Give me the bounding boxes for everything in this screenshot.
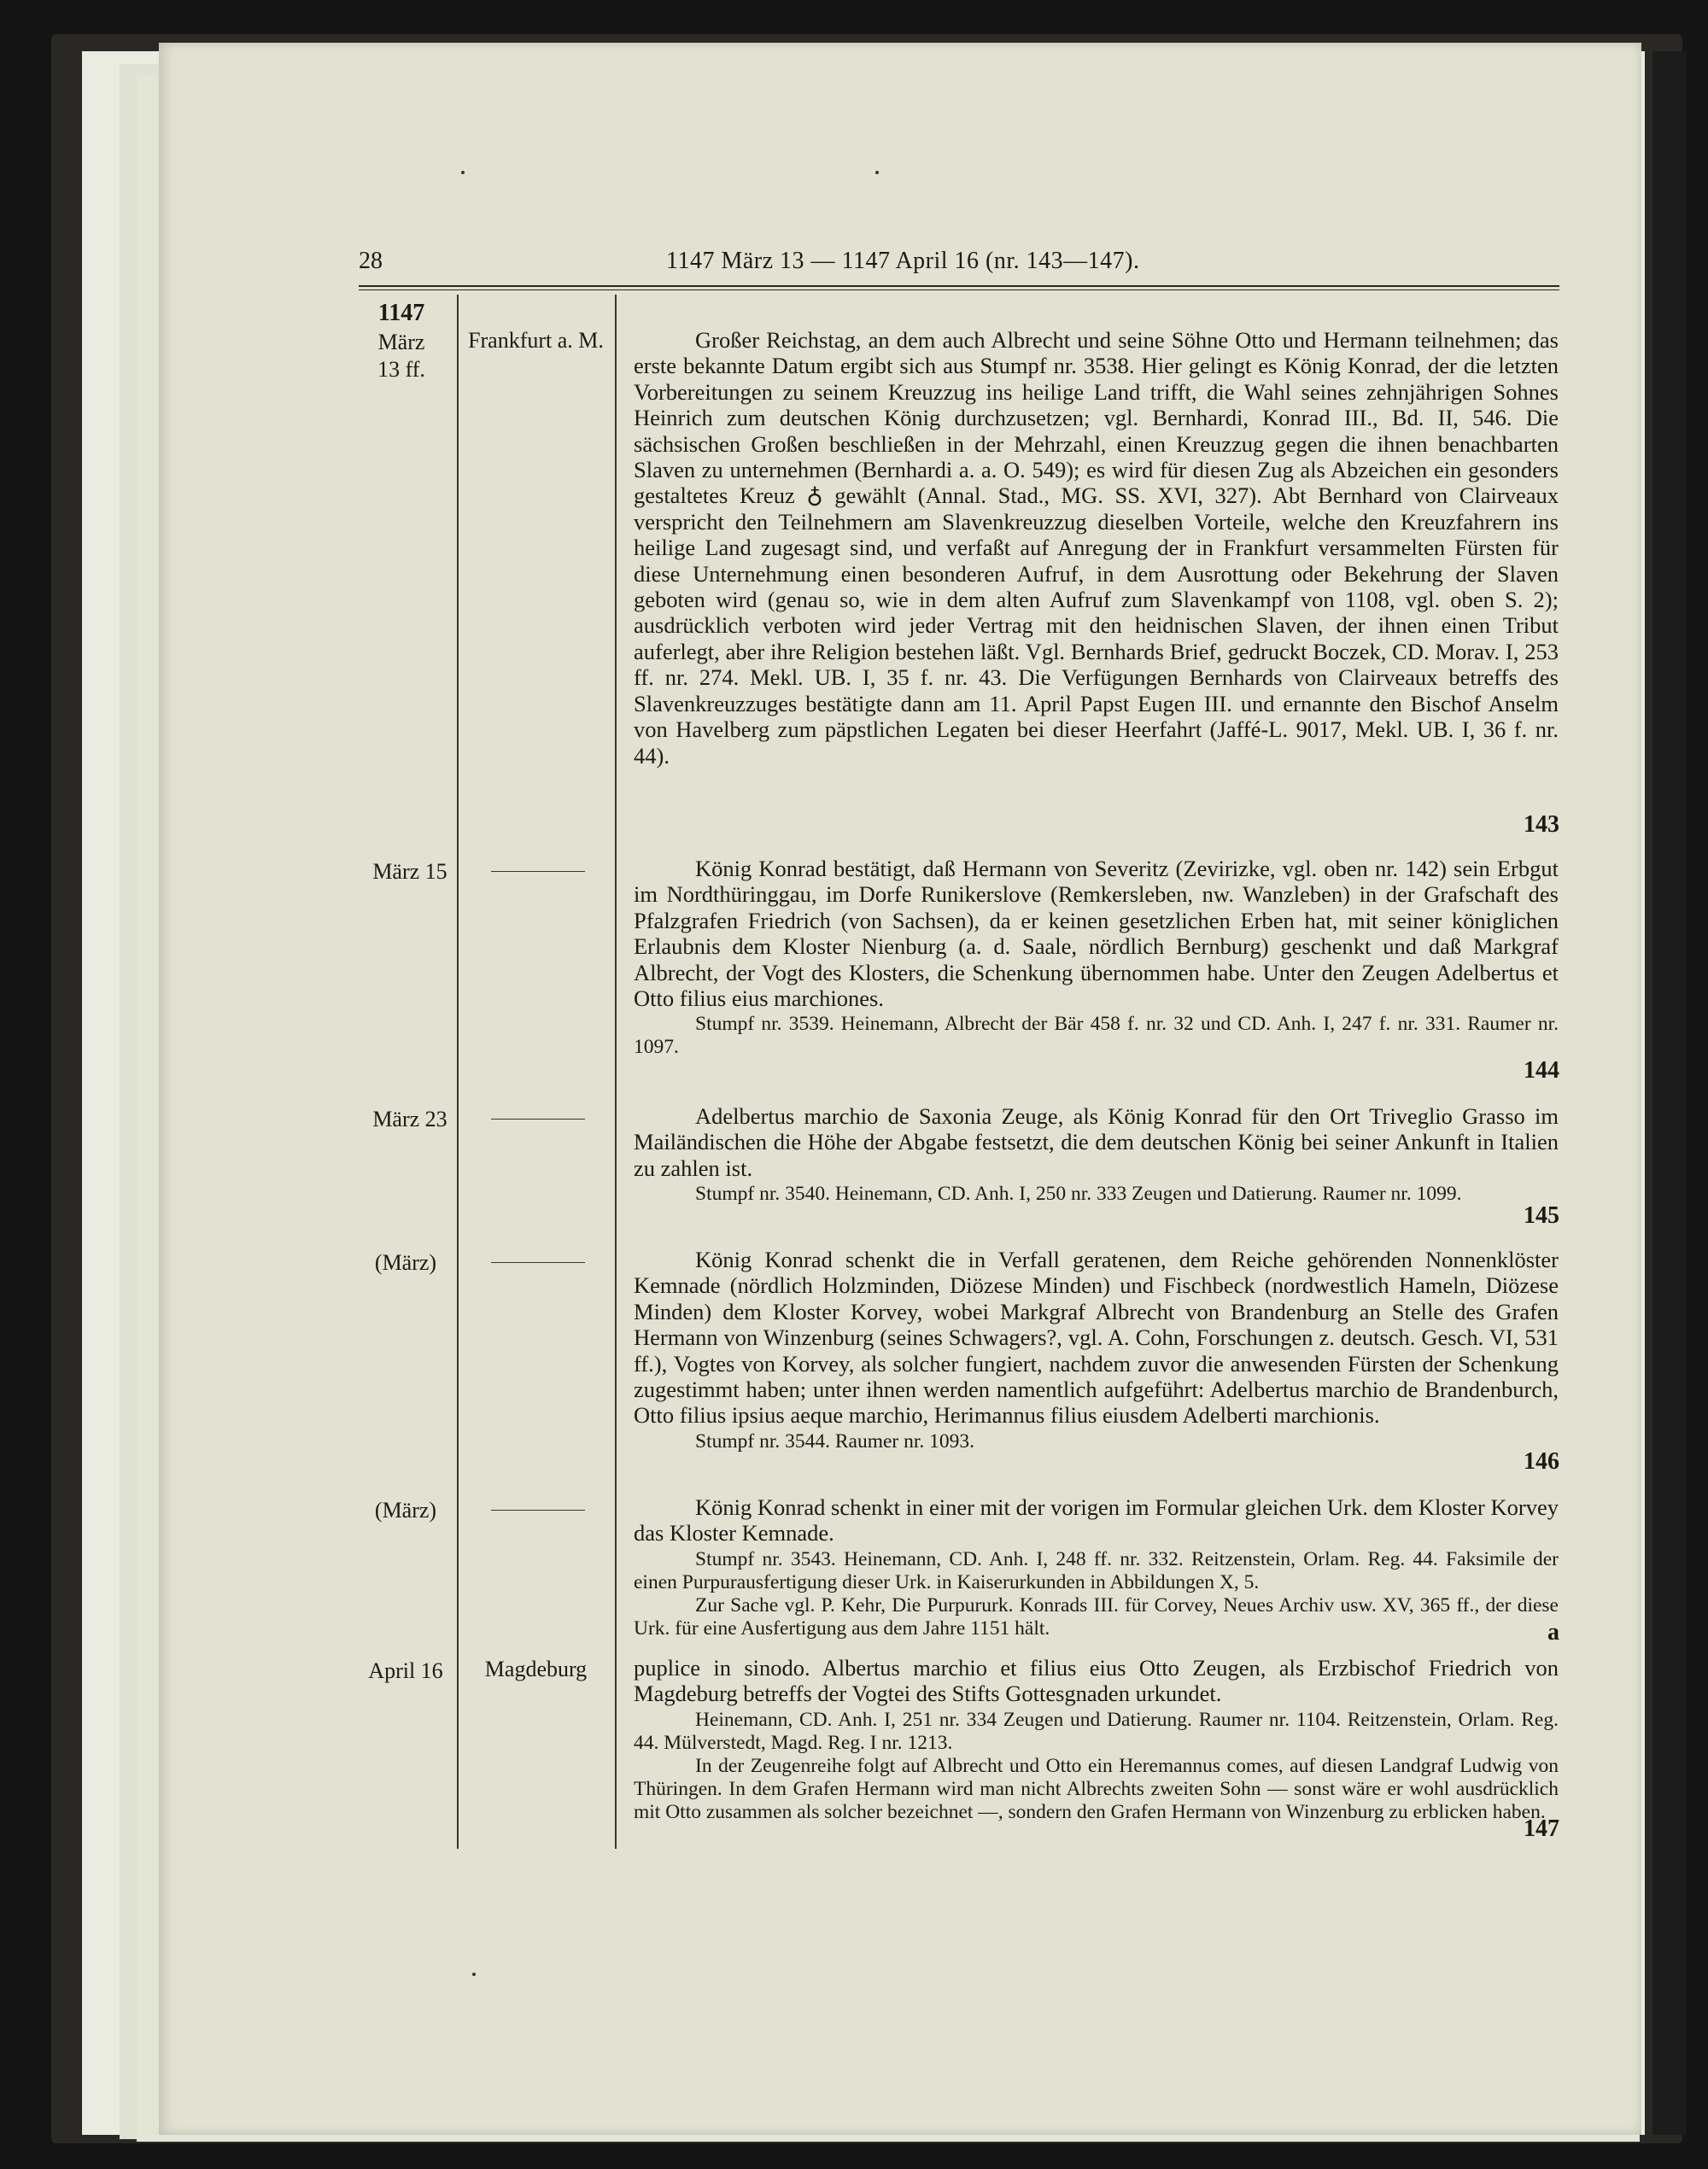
entry-note: Stumpf nr. 3540. Heinemann, CD. Anh. I, 250 nr. 333 Zeugen und Datierung. Raumer nr. 1099.: [695, 1183, 1462, 1206]
entry-note: In der Zeugenreihe folgt auf Albrecht und Otto ein Heremannus comes, auf diesen Landgraf Ludwig von Thüringen. In dem Grafen Hermann wird man nicht Albrechts zweiten Sohn — sonst wäre er wohl ausdrücklich mit Otto zusammen als solcher bezeichnet —, sondern den Grafen Hermann von Winzenburg zu erblicken haben.: [634, 1754, 1559, 1823]
entry-paragraph: Adelbertus marchio de Saxonia Zeuge, als König Konrad für den Ort Triveglio Grasso im Mailändischen die Höhe der Abgabe festsetzt, die dem deutschen König bei seiner Ankunft in Italien zu zahlen ist.: [634, 1103, 1559, 1181]
entry-note: Heinemann, CD. Anh. I, 251 nr. 334 Zeugen und Datierung. Raumer nr. 1104. Reitzenstein, Orlam. Reg. 44. Mülverstedt, Magd. Reg. I nr. 1213.: [634, 1708, 1559, 1754]
entry-text: [634, 1247, 1559, 1453]
ditto-dash: [491, 871, 585, 872]
entry-number: a: [1547, 1619, 1559, 1646]
book-spine: [1652, 51, 1687, 2135]
entry-number: 143: [1524, 811, 1559, 838]
entry-paragraph: puplice in sinodo. Albertus marchio et filius eius Otto Zeugen, als Erzbischof Friedrich von Magdeburg betreffs der Vogtei des Stifts Gottesgnaden urkundet.: [634, 1655, 1559, 1707]
paper-speck: [472, 1973, 476, 1976]
entry-date: März: [377, 330, 425, 354]
entry-text: [634, 327, 1559, 769]
entry-paragraph: König Konrad schenkt die in Verfall geratenen, dem Reiche gehörenden Nonnenklöster Kemnade (nördlich Holzminden, Diözese Minden) und Fischbeck (nordwestlich Hameln, Diözese Minden) dem Kloster Korvey, wobei Markgraf Albrecht von Brandenburg an Stelle des Grafen Hermann von Winzenburg (seines Schwagers?, vgl. A. Cohn, Forschungen z. deutsch. Gesch. VI, 531 ff.), Vogtes von Korvey, als solcher fungiert, nachdem zuvor die anwesenden Fürsten der Schenkung zugestimmt haben; unter ihnen werden namentlich aufgeführt: Adelbertus marchio de Brandenburch, Otto filius ipsius aeque marchio, Herimannus filius eiusdem Adelberti marchionis.: [634, 1247, 1559, 1429]
column-divider: [615, 295, 617, 1849]
entry-paragraph: König Konrad schenkt in einer mit der vorigen im Formular gleichen Urk. dem Kloster Korvey das Kloster Kemnade.: [634, 1494, 1559, 1546]
entry-place: Magdeburg: [484, 1657, 588, 1681]
paper-speck: [461, 171, 465, 174]
entry-text: [634, 1655, 1559, 1824]
entry-number: 146: [1524, 1448, 1559, 1475]
entry-note: Zur Sache vgl. P. Kehr, Die Purpururk. Konrads III. für Corvey, Neues Archiv usw. XV, 365 ff., der diese Urk. für eine Ausfertigung aus dem Jahre 1151 hält.: [634, 1593, 1559, 1640]
entry-date: 13 ff.: [377, 357, 425, 382]
entry-number: 147: [1524, 1815, 1559, 1842]
paper-speck: [875, 171, 879, 174]
entry-date: März 15: [372, 859, 447, 884]
entry-note: Stumpf nr. 3539. Heinemann, Albrecht der Bär 458 f. nr. 32 und CD. Anh. I, 247 f. nr. 331. Raumer nr. 1097.: [634, 1013, 1559, 1059]
entry-text: [634, 856, 1559, 1059]
entry-note: Stumpf nr. 3543. Heinemann, CD. Anh. I, 248 ff. nr. 332. Reitzenstein, Orlam. Reg. 44. Faksimile der einen Purpurausfertigung dieser Urk. in Kaiserurkunden in Abbildungen X, 5.: [634, 1547, 1559, 1593]
entry-number: 145: [1524, 1202, 1559, 1229]
entry-date: (März): [374, 1250, 437, 1275]
entry-date: April 16: [368, 1658, 443, 1683]
entry-place: Frankfurt a. M.: [468, 328, 604, 353]
entry-date: (März): [374, 1498, 437, 1523]
entry-text: [634, 1494, 1559, 1640]
running-head: 1147 März 13 — 1147 April 16 (nr. 143—147).: [666, 248, 1140, 274]
entry-text: [634, 1103, 1559, 1206]
ditto-dash: [491, 1510, 585, 1511]
column-divider: [457, 295, 459, 1849]
entry-date: März 23: [372, 1107, 447, 1131]
entry-note: Stumpf nr. 3544. Raumer nr. 1093.: [695, 1429, 975, 1453]
page-number: 28: [359, 248, 383, 274]
header-rule: [359, 285, 1559, 287]
entry-paragraph: König Konrad bestätigt, daß Hermann von Severitz (Zevirizke, vgl. oben nr. 142) sein Erbgut im Nordthüringgau, im Dorfe Runikerslove (Remkersleben, nw. Wanzleben) in der Grafschaft des Pfalzgrafen Friedrich (von Sachsen), da er keinen gesetzlichen Erben hat, mit seiner königlichen Erlaubnis dem Kloster Nienburg (a. d. Saale, nördlich Bernburg) geschenkt und daß Markgraf Albrecht, der Vogt des Klosters, die Schenkung übernommen habe. Unter den Zeugen Adelbertus et Otto filius eius marchiones.: [634, 856, 1559, 1012]
entry-paragraph: Großer Reichstag, an dem auch Albrecht und seine Söhne Otto und Hermann teilnehmen; das erste bekannte Datum ergibt sich aus Stumpf nr. 3538. Hier gelingt es König Konrad, der die letzten Vorbereitungen zu seinem Kreuzzug ins heilige Land trifft, die Wahl seines zehnjährigen Sohnes Heinrich zum deutschen König durchzusetzen; vgl. Bernhardi, Konrad III., Bd. II, 546. Die sächsischen Großen beschließen in der Mehrzahl, einen Kreuzzug gegen die ihnen benachbarten Slaven zu unternehmen (Bernhardi a. a. O. 549); es wird für diesen Zug als Abzeichen ein gesonders gestaltetes Kreuz ♁ gewählt (Annal. Stad., MG. SS. XVI, 327). Abt Bernhard von Clairveaux verspricht den Teilnehmern am Slavenkreuzzug dieselben Vorteile, welche den Kreuzfahrern ins heilige Land zugesagt sind, und verfaßt auf Anregung der in Frankfurt versammelten Fürsten für diese Unternehmung einen besonderen Aufruf, in dem Ausrottung oder Bekehrung der Slaven geboten wird (genau so, wie in dem alten Aufruf zum Slavenkampf von 1108, vgl. oben S. 2); ausdrücklich verboten wird jeder Vertrag mit den heidnischen Slaven, der ihnen einen Tribut auferlegt, aber ihre Religion bestehen läßt. Vgl. Bernhards Brief, gedruckt Boczek, CD. Morav. I, 253 ff. nr. 274. Mekl. UB. I, 35 f. nr. 43. Die Verfügungen Bernhards von Clairveaux betreffs des Slavenkreuzzuges bestätigte dann am 11. April Papst Eugen III. und ernannte den Bischof Anselm von Havelberg zum päpstlichen Legaten bei dieser Heerfahrt (Jaffé-L. 9017, Mekl. UB. I, 36 f. nr. 44).: [634, 327, 1559, 769]
entry-number: 144: [1524, 1057, 1559, 1084]
ditto-dash: [491, 1262, 585, 1263]
ditto-dash: [491, 1119, 585, 1120]
header-rule: [359, 289, 1559, 290]
entry-date: 1147: [377, 300, 425, 326]
